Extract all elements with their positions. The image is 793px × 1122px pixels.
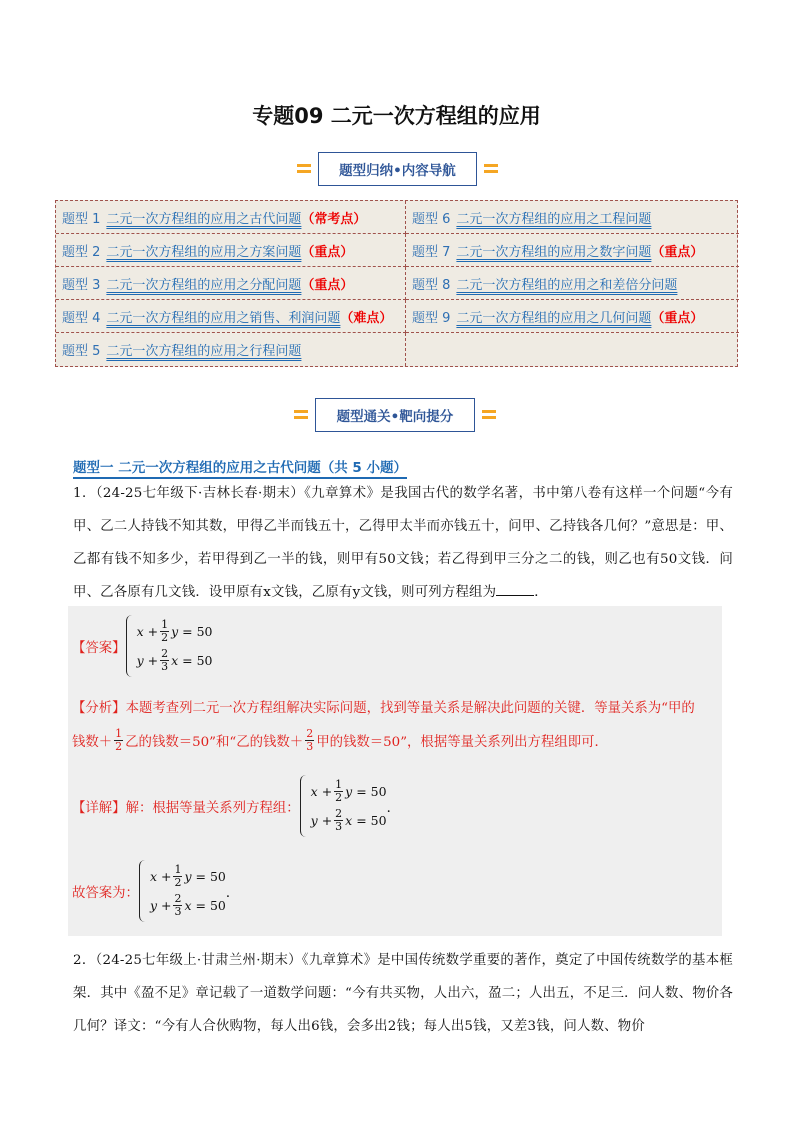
answer-row: [72, 615, 213, 677]
equation-system: [139, 860, 226, 922]
document-title: 专题09 二元一次方程组的应用: [252, 104, 541, 128]
analysis-label: 【分析】: [72, 701, 126, 716]
nav-item[interactable]: [406, 234, 739, 267]
topic-link[interactable]: 二元一次方程组的应用之数字问题: [456, 244, 652, 260]
topic-link[interactable]: 二元一次方程组的应用之工程问题: [456, 211, 652, 227]
topic-number: 题型 4: [62, 310, 101, 326]
topic-link[interactable]: 二元一次方程组的应用之几何问题: [456, 310, 652, 326]
equation-system: [126, 615, 213, 677]
bars-icon: [484, 164, 498, 173]
detail-text: 解：根据等量关系列方程组：: [125, 800, 300, 816]
badge-label: 题型归纳•内容导航: [339, 163, 456, 179]
topic-number: 题型 9: [412, 310, 451, 326]
topic-tag: （重点）: [301, 244, 354, 260]
bars-icon: [482, 410, 496, 419]
topic-nav-table: [55, 200, 738, 367]
topic-link[interactable]: 二元一次方程组的应用之销售、利润问题: [106, 310, 341, 326]
practice-badge: [315, 398, 475, 432]
topic-tag: （重点）: [301, 277, 354, 293]
empty-cell: [406, 333, 739, 366]
equation-1: x + $\frac{1}{2}$ y = 50: [149, 863, 226, 889]
detail-label: 【详解】: [72, 800, 126, 816]
equation-2: y + $\frac{2}{3}$ x = 50: [149, 892, 226, 918]
nav-badge: [318, 152, 477, 186]
nav-item[interactable]: [406, 300, 739, 333]
analysis-line-1: [72, 697, 695, 716]
topic-number: 题型 5: [62, 344, 101, 359]
equation-system: [300, 775, 387, 837]
fraction: 1 2: [115, 727, 123, 753]
nav-item[interactable]: [56, 300, 406, 333]
nav-item[interactable]: [56, 267, 406, 300]
question-text: 1．（24-25七年级下·吉林长春·期末）《九章算术》是我国古代的数学名著，书中第八卷有这样一个问题“今有甲、乙二人持钱不知其数，甲得乙半而钱五十，乙得甲太半而亦钱五十，问甲、乙持钱各几何？”意思是：甲、乙都有钱不知多少，若甲得到乙一半的钱，则甲有50文钱；若乙得到甲三分之二的钱，则乙也有50文钱．问甲、乙各原有几文钱．设甲原有x文钱，乙原有y文钱，则可列方程组为: [73, 486, 733, 600]
topic-link[interactable]: 二元一次方程组的应用之古代问题: [106, 211, 302, 227]
topic-number: 题型 7: [412, 244, 451, 260]
topic-number: 题型 8: [412, 277, 451, 293]
topic-tag: （常考点）: [301, 211, 367, 227]
topic-tag: （重点）: [651, 244, 704, 260]
bars-icon: [294, 410, 308, 419]
punct: ．: [386, 800, 400, 816]
nav-item[interactable]: [56, 234, 406, 267]
topic-number: 题型 1: [62, 211, 101, 227]
analysis-line-2: [72, 728, 608, 753]
detail-row: [72, 775, 400, 837]
topic-number: 题型 2: [62, 244, 101, 260]
bars-icon: [297, 164, 311, 173]
topic-number: 题型 6: [412, 211, 451, 227]
topic-link[interactable]: 二元一次方程组的应用之和差倍分问题: [456, 277, 678, 293]
nav-item[interactable]: [56, 333, 406, 366]
badge-label: 题型通关•靶向提分: [336, 409, 454, 425]
topic-link[interactable]: 二元一次方程组的应用之分配问题: [106, 277, 302, 293]
answer-blank: [496, 582, 534, 596]
analysis-text: 乙的钱数＝50”和“乙的钱数＋: [125, 735, 304, 750]
topic-link[interactable]: 二元一次方程组的应用之行程问题: [106, 344, 302, 359]
equation-1: x + $\frac{1}{2}$ y = 50: [310, 778, 387, 804]
question-1: [73, 477, 733, 609]
question-2: 2．（24-25七年级上·甘肃兰州·期末）《九章算术》是中国传统数学重要的著作，奠定了中国传统数学的基本框架．其中《盈不足》章记载了一道数学问题：“今有共买物，人出六，盈二；人出五，不足三．问人数、物价各几何？译文：“今有人合伙购物，每人出6钱，会多出2钱；每人出5钱，又差3钱，问人数、物价: [73, 953, 733, 1034]
answer-label: 【答案】: [72, 640, 126, 656]
equation-2: y + $\frac{2}{3}$ x = 50: [310, 807, 387, 833]
analysis-text: 钱数＋: [72, 735, 113, 750]
final-text: 故答案为：: [72, 885, 139, 901]
analysis-text: 甲的钱数＝50”，根据等量关系列出方程组即可．: [316, 735, 608, 750]
analysis-text: 本题考查列二元一次方程组解决实际问题，找到等量关系是解决此问题的关键．等量关系为“甲的: [125, 701, 695, 716]
nav-item[interactable]: [406, 201, 739, 234]
punct: ．: [534, 585, 548, 600]
topic-number: 题型 3: [62, 277, 101, 293]
final-answer-row: [72, 860, 239, 922]
topic-tag: （难点）: [340, 310, 393, 326]
brace: [139, 860, 147, 922]
topic-tag: （重点）: [651, 310, 704, 326]
fraction: 2 3: [306, 727, 314, 753]
punct: ．: [225, 885, 240, 901]
topic-link[interactable]: 二元一次方程组的应用之方案问题: [106, 244, 302, 260]
nav-item[interactable]: [56, 201, 406, 234]
brace: [126, 615, 134, 677]
equation-2: y + $\frac{2}{3}$ x = 50: [136, 647, 213, 673]
brace: [300, 775, 308, 837]
nav-item[interactable]: [406, 267, 739, 300]
section-heading[interactable]: 题型一 二元一次方程组的应用之古代问题（共 5 小题）: [73, 456, 407, 479]
equation-1: x + $\frac{1}{2}$ y = 50: [136, 618, 213, 644]
